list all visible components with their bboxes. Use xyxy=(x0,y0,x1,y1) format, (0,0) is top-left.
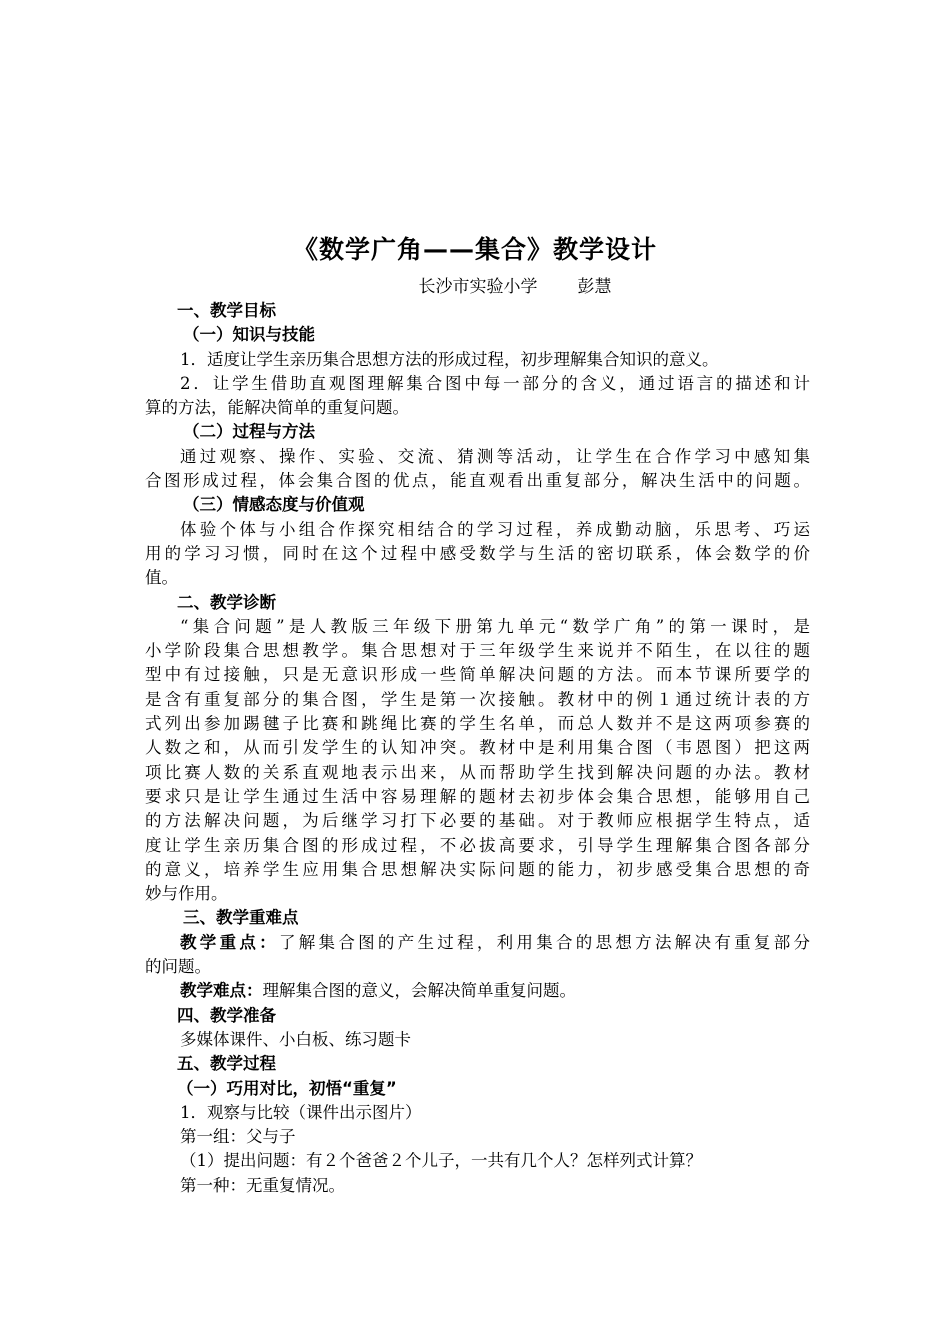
key-point-text: 了解集合图的产生过程，利用集合的思想方法解决有重复部分 xyxy=(278,932,811,952)
paragraph-line: 1．观察与比较（课件出示图片） xyxy=(180,1102,422,1122)
paragraph-line: 多媒体课件、小白板、练习题卡 xyxy=(180,1029,411,1049)
paragraph-line: 度让学生亲历集合图的形成过程，不必拔高要求，引导学生理解集合图各部分 xyxy=(145,835,810,855)
paragraph-line: 合图形成过程，体会集合图的优点，能直观看出重复部分，解决生活中的问题。 xyxy=(145,471,810,491)
author-school: 长沙市实验小学 xyxy=(418,277,538,297)
paragraph-line: 人数之和，从而引发学生的认知冲突。教材中是利用集合图（韦恩图）把这两 xyxy=(145,738,810,758)
key-point-label: 教学重点： xyxy=(180,932,279,952)
paragraph-line: 小学阶段集合思想教学。集合思想对于三年级学生来说并不陌生，在以往的题 xyxy=(145,641,810,661)
paragraph-line: 型中有过接触，只是无意识形成一些简单解决问题的方法。而本节课所要学的 xyxy=(145,665,810,685)
paragraph-line: （1）提出问题：有２个爸爸２个儿子，一共有几个人？怎样列式计算？ xyxy=(180,1151,702,1171)
paragraph-line: 项比赛人数的关系直观地表示出来，从而帮助学生找到解决问题的办法。教材 xyxy=(145,762,810,782)
paragraph-line: 式列出参加踢毽子比赛和跳绳比赛的学生名单，而总人数并不是这两项参赛的 xyxy=(145,714,810,734)
heading-key-points: 三、教学重难点 xyxy=(183,908,299,928)
paragraph-line: 的问题。 xyxy=(145,957,211,977)
paragraph-line: 用的学习习惯，同时在这个过程中感受数学与生活的密切联系，体会数学的价 xyxy=(145,543,810,563)
paragraph-line: 通过观察、操作、实验、交流、猜测等活动，让学生在合作学习中感知集 xyxy=(180,446,810,466)
subheading-process: （二）过程与方法 xyxy=(183,422,315,442)
paragraph-line: 的意义，培养学生应用集合思想解决实际问题的能力，初步感受集合思想的奇 xyxy=(145,859,810,879)
subheading-emotion: （三）情感态度与价值观 xyxy=(183,495,365,515)
document-body xyxy=(145,299,810,1198)
paragraph-line: 的方法解决问题，为后继学习打下必要的基础。对于教师应根据学生特点，适 xyxy=(145,811,810,831)
paragraph-line: 是含有重复部分的集合图，学生是第一次接触。教材中的例１通过统计表的方 xyxy=(145,689,810,709)
paragraph-line: 体验个体与小组合作探究相结合的学习过程，养成勤动脑，乐思考、巧运 xyxy=(180,519,810,539)
paragraph-line: “集合问题”是人教版三年级下册第九单元“数学广角”的第一课时，是 xyxy=(180,616,810,636)
heading-preparation: 四、教学准备 xyxy=(177,1005,276,1025)
difficulty-label: 教学难点： xyxy=(180,981,263,1001)
author-name: 彭慧 xyxy=(577,277,612,297)
heading-procedure: 五、教学过程 xyxy=(177,1054,276,1074)
heading-diagnosis: 二、教学诊断 xyxy=(177,592,276,612)
paragraph-line: 算的方法，能解决简单的重复问题。 xyxy=(145,398,409,418)
paragraph-line: 妙与作用。 xyxy=(145,884,228,904)
paragraph-line: 值。 xyxy=(145,568,178,588)
paragraph-line: 第一种：无重复情况。 xyxy=(180,1175,345,1195)
document-title: 《数学广角——集合》教学设计 xyxy=(292,235,657,264)
subheading-knowledge: （一）知识与技能 xyxy=(183,325,315,345)
heading-goals: 一、教学目标 xyxy=(177,301,276,320)
author-line xyxy=(0,274,950,300)
difficulty-line xyxy=(145,979,810,1003)
difficulty-text: 理解集合图的意义，会解决简单重复问题。 xyxy=(262,981,576,1001)
subheading-compare: （一）巧用对比，初悟“重复” xyxy=(177,1078,397,1098)
paragraph-line: 第一组：父与子 xyxy=(180,1127,296,1147)
paragraph-line: 1．适度让学生亲历集合思想方法的形成过程，初步理解集合知识的意义。 xyxy=(180,349,719,369)
key-point-line xyxy=(145,931,810,955)
paragraph-line: 要求只是让学生通过生活中容易理解的题材去初步体会集合思想，能够用自己 xyxy=(145,786,810,806)
paragraph-line: 2．让学生借助直观图理解集合图中每一部分的含义，通过语言的描述和计 xyxy=(180,373,810,393)
